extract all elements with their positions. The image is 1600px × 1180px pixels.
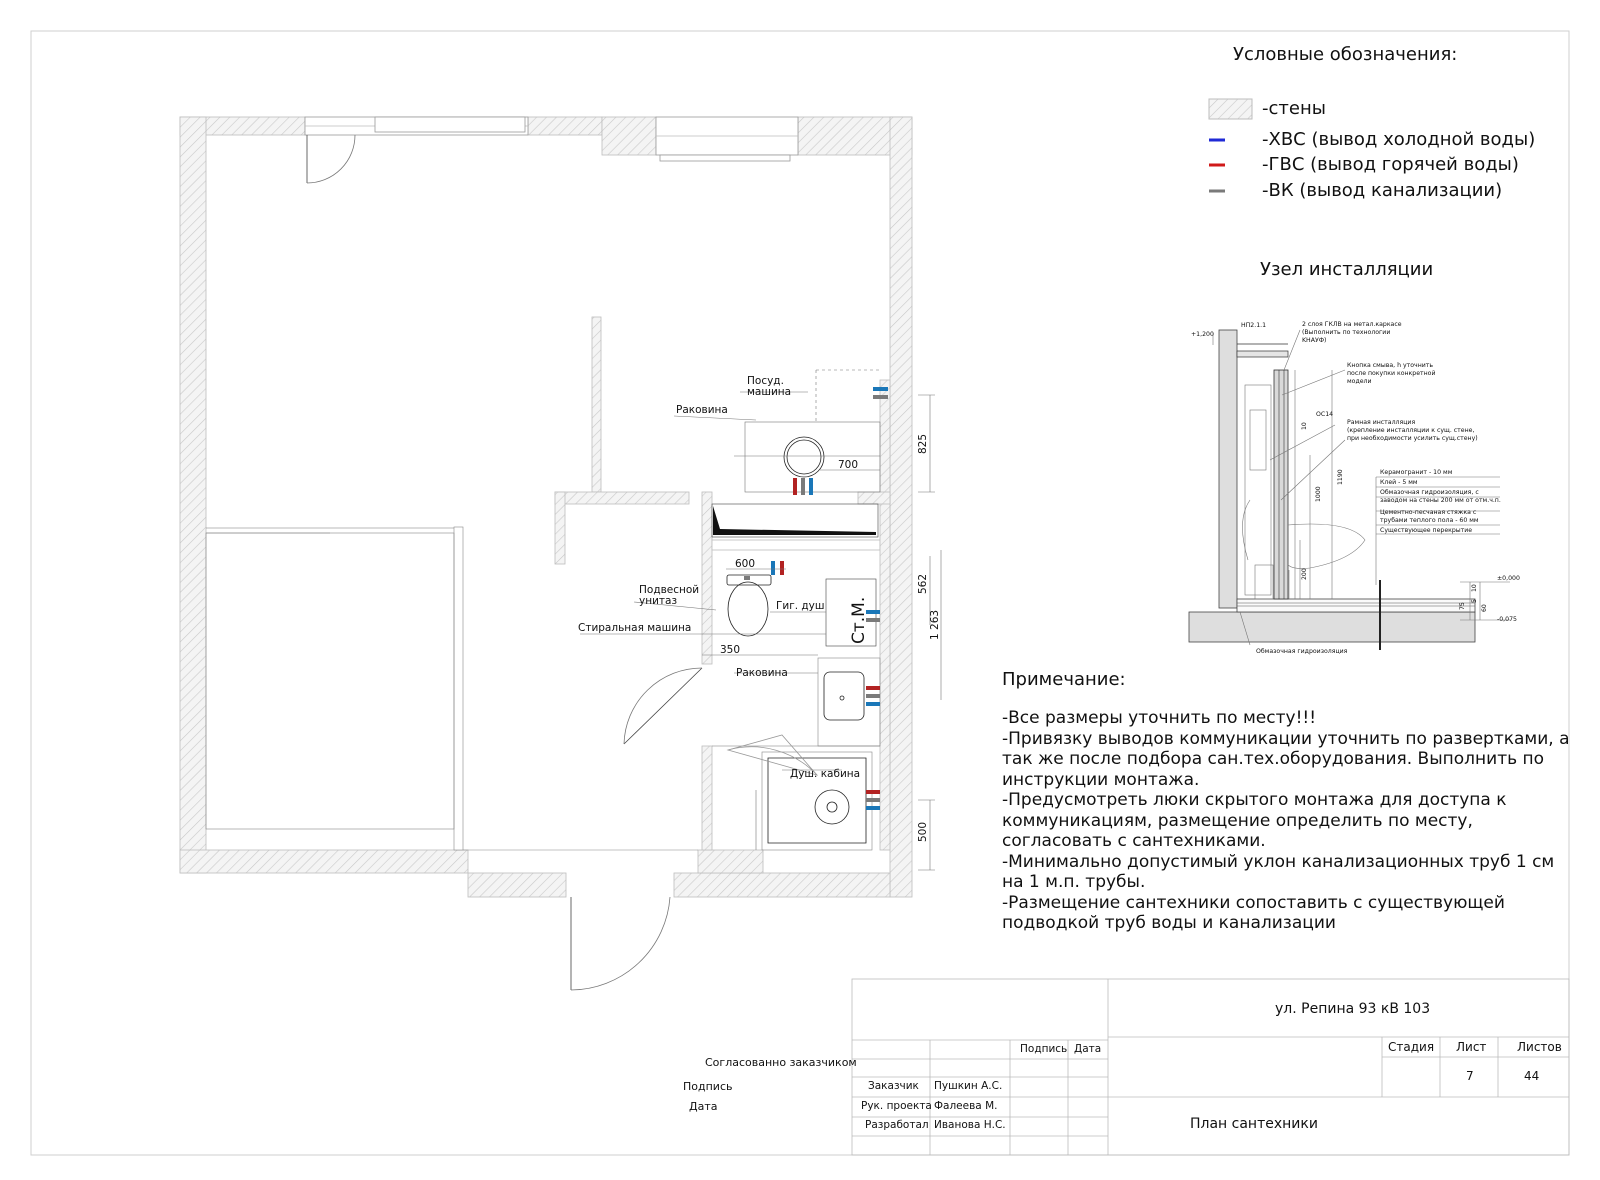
stamp-title: План сантехники [1190, 1116, 1318, 1132]
note-line-4: -Минимально допустимый уклон канализационных труб 1 см на 1 м.п. трубы. [1002, 851, 1555, 892]
svg-text:после покупки конкретной: после покупки конкретной [1347, 370, 1436, 377]
install-title: Узел инсталляции [1260, 259, 1434, 280]
bath-sink [824, 672, 864, 720]
stamp-agreed: Согласованно заказчиком [705, 1056, 857, 1069]
dim-700: 700 [838, 459, 859, 471]
legend-hot: -ГВС (вывод горячей воды) [1262, 154, 1519, 175]
svg-text:Клей - 5 мм: Клей - 5 мм [1380, 479, 1418, 486]
installation-detail [1189, 259, 1520, 655]
svg-text:75: 75 [1459, 602, 1466, 610]
notes-title: Примечание: [1002, 669, 1126, 690]
floor-plan [180, 117, 941, 990]
svg-text:Обмазочная гидроизоляция: Обмазочная гидроизоляция [1256, 648, 1348, 655]
svg-text:заводом на стены 200 мм от отм: заводом на стены 200 мм от отм.ч.п. [1380, 497, 1501, 504]
stamp-col-sign: Подпись [1020, 1043, 1068, 1055]
label-dishwasher-2: машина [747, 386, 792, 398]
stamp-sheet-no: 7 [1466, 1069, 1474, 1083]
svg-text:1000: 1000 [1315, 486, 1322, 502]
label-toilet-2: унитаз [639, 595, 678, 607]
svg-text:(крепление инсталляции к сущ.: (крепление инсталляции к сущ. стене, [1347, 427, 1475, 434]
dim-825: 825 [917, 433, 929, 454]
svg-text:Существующее перекрытие: Существующее перекрытие [1380, 527, 1473, 534]
svg-text:1190: 1190 [1337, 469, 1344, 485]
stamp-name-3: Иванова Н.С. [934, 1119, 1006, 1131]
svg-text:при необходимости усилить сущ.: при необходимости усилить сущ.стену) [1347, 435, 1478, 442]
stamp-sheets-total: 44 [1524, 1069, 1540, 1083]
title-block-text [683, 1001, 1562, 1132]
legend [1209, 44, 1535, 201]
svg-text:5: 5 [1471, 599, 1478, 603]
stamp-sign: Подпись [683, 1080, 733, 1093]
legend-title: Условные обозначения: [1233, 44, 1458, 65]
label-dishwasher-1: Посуд. [747, 375, 784, 387]
stamp-stage: Стадия [1388, 1040, 1435, 1054]
svg-text:Обмазочная гидроизоляция, с: Обмазочная гидроизоляция, с [1380, 489, 1479, 496]
stamp-role-3: Разработал [865, 1119, 929, 1131]
legend-wall-swatch [1209, 99, 1252, 119]
legend-sewer: -ВК (вывод канализации) [1262, 180, 1503, 201]
legend-walls: -стены [1262, 98, 1326, 119]
svg-text:±0,000: ±0,000 [1497, 575, 1520, 582]
label-toilet-1: Подвесной [639, 584, 700, 596]
svg-text:трубами теплого пола - 60 мм: трубами теплого пола - 60 мм [1380, 517, 1479, 524]
note-line-1: -Все размеры уточнить по месту!!! [1002, 708, 1317, 728]
stamp-role-1: Заказчик [868, 1080, 919, 1092]
note-line-2: -Привязку выводов коммуникации уточнить по развертками, а так же после подбора сан.тех.оборудования. Выполнить по инструкции монтажа. [1002, 728, 1570, 790]
svg-text:200: 200 [1301, 568, 1308, 580]
svg-text:Рамная инсталляция: Рамная инсталляция [1347, 419, 1416, 426]
label-bath-sink: Раковина [736, 667, 788, 679]
stamp-date: Дата [689, 1100, 718, 1113]
stamp-role-2: Рук. проекта [861, 1100, 932, 1112]
dim-562: 562 [917, 573, 929, 594]
fixtures [727, 437, 866, 850]
svg-text:-0,075: -0,075 [1497, 616, 1517, 623]
label-kitchen-sink: Раковина [676, 404, 728, 416]
svg-text:модели: модели [1347, 378, 1372, 385]
notes-body [1002, 708, 1572, 934]
floor-slab [1189, 612, 1475, 642]
label-shower: Душ. кабина [790, 768, 861, 780]
dim-500: 500 [917, 821, 929, 842]
label-hyg-shower: Гиг. душ [776, 600, 825, 612]
legend-cold: -ХВС (вывод холодной воды) [1262, 129, 1536, 150]
svg-text:2 слоя ГКЛВ на метал.каркасе: 2 слоя ГКЛВ на метал.каркасе [1302, 321, 1402, 328]
svg-text:10: 10 [1471, 584, 1478, 592]
note-line-5: -Размещение сантехники сопоставить с существующей подводкой труб воды и канализации [1002, 892, 1505, 933]
label-washer: Стиральная машина [578, 622, 692, 634]
svg-text:+1,200: +1,200 [1191, 331, 1214, 338]
svg-text:Кнопка смыва, h уточнить: Кнопка смыва, h уточнить [1347, 362, 1434, 369]
svg-text:ОС14: ОС14 [1316, 411, 1334, 418]
stamp-col-date: Дата [1074, 1043, 1102, 1055]
svg-text:KHAУФ): KHAУФ) [1302, 337, 1327, 344]
stamp-sheet: Лист [1456, 1040, 1487, 1054]
existing-wall [1219, 330, 1237, 608]
svg-text:НП2.1.1: НП2.1.1 [1241, 322, 1267, 329]
shower-pipes [866, 792, 880, 808]
svg-text:10: 10 [1301, 422, 1308, 430]
dim-350: 350 [720, 644, 741, 656]
stamp-address: ул. Репина 93 кВ 103 [1275, 1001, 1431, 1017]
svg-text:60: 60 [1481, 604, 1488, 612]
kitchen-sink-pipes [795, 478, 811, 495]
label-stm: Ст.М. [849, 596, 869, 644]
stamp-sheets: Листов [1517, 1040, 1562, 1054]
svg-text:Цементно-песчаная стяжка с: Цементно-песчаная стяжка с [1380, 509, 1477, 516]
walls [180, 117, 912, 897]
stamp-name-2: Фалеева М. [934, 1100, 998, 1112]
dim-1263: 1 263 [929, 609, 941, 640]
bath-sink-pipes [866, 688, 880, 704]
kitchen-sink [784, 437, 824, 477]
svg-text:Керамогранит - 10 мм: Керамогранит - 10 мм [1380, 469, 1453, 476]
niche-wedge [713, 506, 876, 535]
dim-600: 600 [735, 558, 756, 570]
stamp-name-1: Пушкин А.С. [934, 1080, 1003, 1092]
note-line-3: -Предусмотреть люки скрытого монтажа для доступа к коммуникациям, размещение определить по месту, согласовать с сантехниками. [1002, 790, 1507, 851]
svg-text:(Выполнить по технологии: (Выполнить по технологии [1302, 329, 1391, 336]
